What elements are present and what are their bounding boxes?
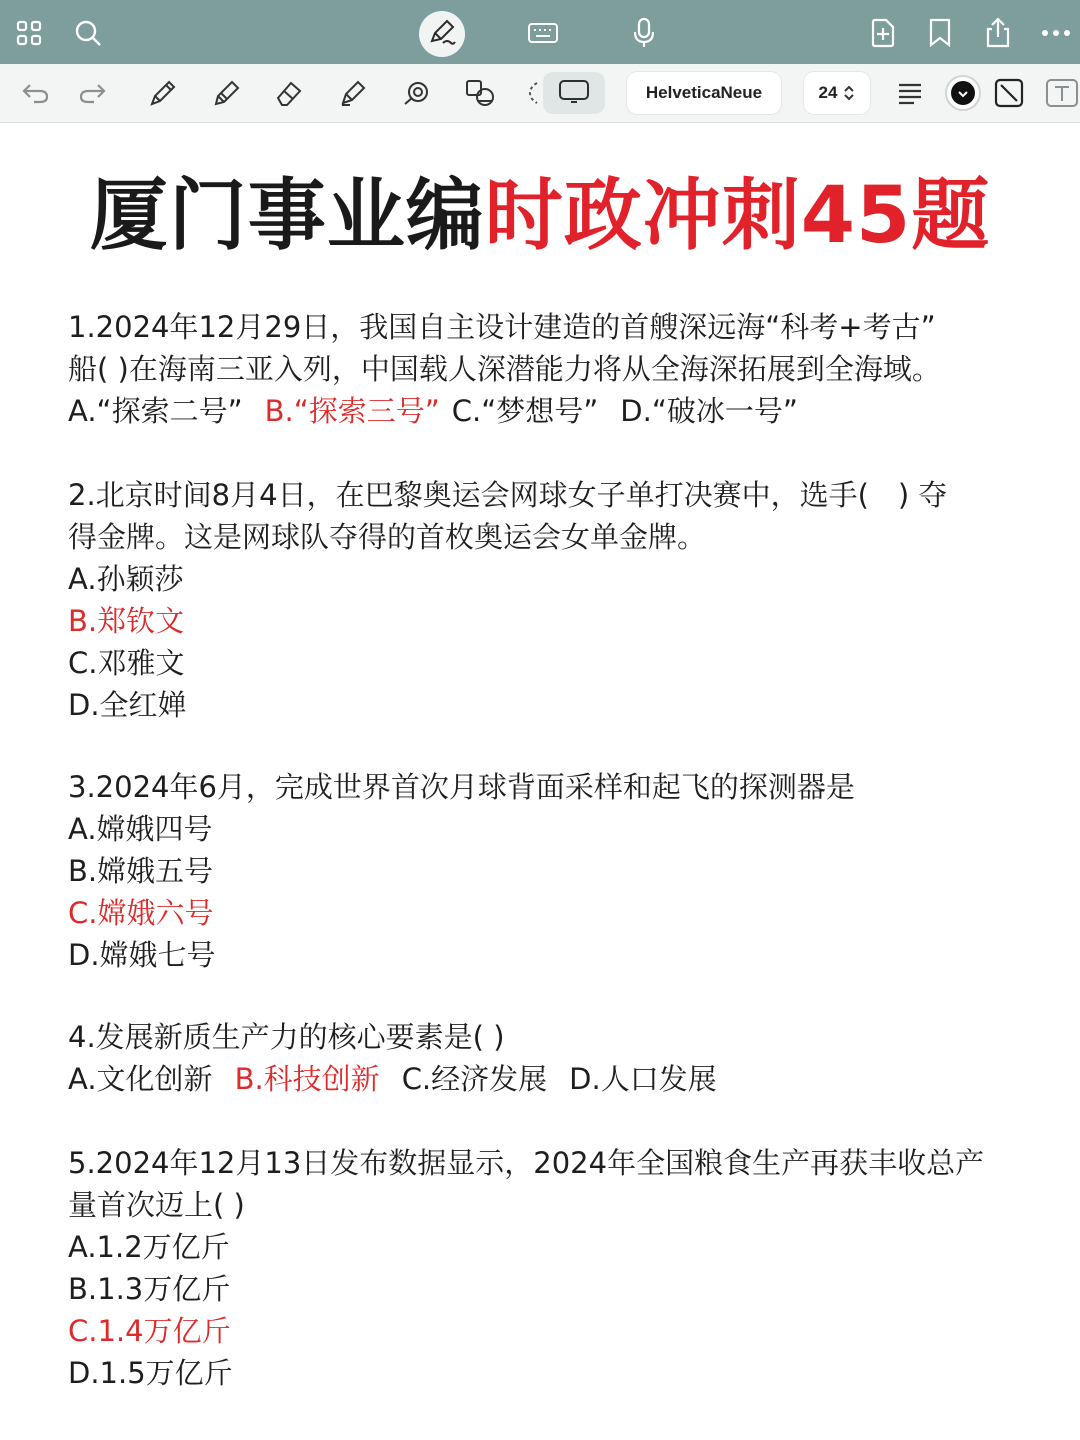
options-line bbox=[68, 390, 1028, 432]
align-icon[interactable] bbox=[894, 78, 926, 108]
option-c-answer: C.嫦娥六号 bbox=[68, 896, 214, 930]
title-part-red: 时政冲刺45题 bbox=[484, 171, 991, 261]
option-b-answer: B.科技创新 bbox=[234, 1062, 380, 1096]
shape-icon[interactable] bbox=[398, 76, 434, 110]
option-b: B.1.3万亿斤 bbox=[68, 1272, 231, 1306]
eraser-icon[interactable] bbox=[272, 76, 306, 110]
share-icon[interactable] bbox=[982, 16, 1014, 50]
line-tool-icon[interactable] bbox=[992, 76, 1026, 110]
option-a: A.文化创新 bbox=[68, 1062, 213, 1096]
question-2 bbox=[68, 474, 1028, 726]
pen-icon[interactable] bbox=[146, 76, 180, 110]
option-a: A.“探索二号” bbox=[68, 394, 243, 428]
option-b-answer: B.郑钦文 bbox=[68, 604, 185, 638]
top-app-bar bbox=[0, 0, 1080, 64]
text-tool-icon[interactable] bbox=[1044, 76, 1080, 110]
highlighter-icon[interactable] bbox=[336, 76, 370, 110]
question-text-line: 5.2024年12月13日发布数据显示，2024年全国粮食生产再获丰收总产 bbox=[68, 1146, 985, 1180]
redo-icon[interactable] bbox=[76, 78, 110, 108]
question-text-line: 2.北京时间8月4日，在巴黎奥运会网球女子单打决赛中，选手( ) 夺 bbox=[68, 478, 948, 512]
add-page-icon[interactable] bbox=[868, 17, 898, 49]
option-d: D.嫦娥七号 bbox=[68, 938, 216, 972]
lasso-partial-icon bbox=[526, 80, 540, 106]
color-icon[interactable] bbox=[944, 74, 982, 112]
option-d: D.1.5万亿斤 bbox=[68, 1356, 233, 1390]
option-d: D.全红婵 bbox=[68, 688, 187, 722]
title-part-black: 厦门事业编 bbox=[89, 171, 485, 261]
undo-icon[interactable] bbox=[18, 78, 52, 108]
option-a: A.孙颖莎 bbox=[68, 562, 184, 596]
option-b-answer: B.“探索三号” bbox=[264, 394, 440, 428]
question-text-line: 4.发展新质生产力的核心要素是( ) bbox=[68, 1020, 505, 1054]
option-d: D.“破冰一号” bbox=[620, 394, 798, 428]
question-5 bbox=[68, 1142, 1028, 1394]
pen-mode-icon bbox=[427, 17, 457, 51]
question-text-line: 1.2024年12月29日，我国自主设计建造的首艘深远海“科考+考古” bbox=[68, 310, 936, 344]
lasso-tool-button[interactable] bbox=[543, 72, 605, 114]
question-text-line: 船( )在海南三亚入列，中国载人深潜能力将从全海深拓展到全海域。 bbox=[68, 352, 941, 386]
sticker-icon[interactable] bbox=[462, 76, 498, 110]
option-c: C.经济发展 bbox=[401, 1062, 548, 1096]
option-c: C.邓雅文 bbox=[68, 646, 185, 680]
keyboard-icon[interactable] bbox=[526, 20, 560, 46]
font-name-label: HelveticaNeue bbox=[645, 83, 763, 102]
font-name-selector[interactable] bbox=[627, 72, 781, 114]
lasso-icon bbox=[557, 77, 591, 109]
pencil-icon[interactable] bbox=[210, 76, 244, 110]
option-a: A.嫦娥四号 bbox=[68, 812, 213, 846]
question-3 bbox=[68, 766, 1028, 976]
option-d: D.人口发展 bbox=[569, 1062, 717, 1096]
search-icon[interactable] bbox=[72, 17, 104, 49]
option-c: C.“梦想号” bbox=[451, 394, 599, 428]
pen-mode-button[interactable] bbox=[419, 11, 465, 57]
chevron-updown-icon bbox=[843, 84, 855, 102]
font-size-label: 24 bbox=[818, 83, 838, 102]
bookmark-icon[interactable] bbox=[926, 17, 954, 49]
grid-icon[interactable] bbox=[14, 18, 44, 48]
microphone-icon[interactable] bbox=[630, 16, 658, 50]
font-size-selector[interactable] bbox=[804, 72, 870, 114]
question-4 bbox=[68, 1016, 1028, 1100]
question-text-line: 量首次迈上( ) bbox=[68, 1188, 245, 1222]
question-1 bbox=[68, 306, 1028, 432]
option-b: B.嫦娥五号 bbox=[68, 854, 214, 888]
option-c-answer: C.1.4万亿斤 bbox=[68, 1314, 231, 1348]
more-icon[interactable] bbox=[1040, 26, 1072, 40]
question-text-line: 3.2024年6月，完成世界首次月球背面采样和起飞的探测器是 bbox=[68, 770, 855, 804]
question-text-line: 得金牌。这是网球队夺得的首枚奥运会女单金牌。 bbox=[68, 520, 707, 554]
option-a: A.1.2万亿斤 bbox=[68, 1230, 230, 1264]
options-line bbox=[68, 1058, 1028, 1100]
document-title bbox=[0, 168, 1080, 264]
